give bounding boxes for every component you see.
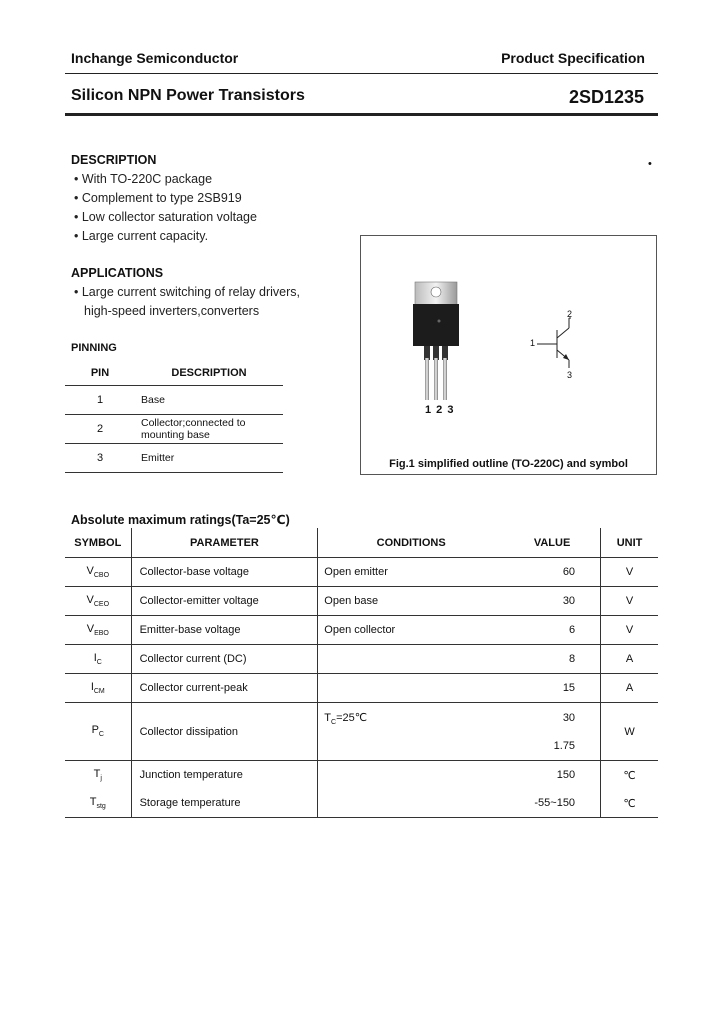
npn-symbol-icon <box>537 318 571 368</box>
value-cell: 6 <box>504 616 601 645</box>
unit-header: UNIT <box>601 528 658 558</box>
figure-caption: Fig.1 simplified outline (TO-220C) and symbol <box>389 458 628 470</box>
symbol-cell: $T_{stg}$ <box>65 789 131 818</box>
value-cell: 60 <box>504 558 601 587</box>
parameter-cell: Collector current (DC) <box>131 645 318 674</box>
value-cell: 8 <box>504 645 601 674</box>
value-secondary: 1.75 <box>553 739 576 752</box>
pin-description-header: DESCRIPTION <box>135 361 283 386</box>
company-name: Inchange Semiconductor <box>71 50 239 66</box>
pin-number: 2 <box>65 415 135 444</box>
value-cell: 150 <box>556 769 576 781</box>
symbol-pin-3: 3 <box>567 370 573 380</box>
parameter-header: PARAMETER <box>131 528 318 558</box>
parameter-cell: Collector-base voltage <box>131 558 318 587</box>
value-cell: 30 <box>504 587 601 616</box>
pin-header: PIN <box>65 361 135 386</box>
description-title: DESCRIPTION <box>71 153 157 167</box>
unit-cell: V <box>601 587 658 616</box>
unit-cell: V <box>601 558 658 587</box>
applications-title: APPLICATIONS <box>71 266 164 280</box>
symbol-cell: $V_{CEO}$ <box>65 587 131 616</box>
conditions-cell <box>318 674 504 703</box>
description-item: • Low collector saturation voltage <box>74 210 257 224</box>
parameter-cell: Storage temperature <box>131 789 318 818</box>
table-row <box>65 645 658 674</box>
symbol-cell: $V_{CBO}$ <box>65 558 131 587</box>
table-row <box>65 703 658 761</box>
symbol-cell: $V_{EBO}$ <box>65 616 131 645</box>
pin-number: 3 <box>65 444 135 473</box>
symbol-pin-2: 2 <box>567 309 573 319</box>
table-row <box>65 558 658 587</box>
pinning-header-row <box>65 361 283 386</box>
conditions-cell <box>318 645 504 674</box>
parameter-cell: Collector current-peak <box>131 674 318 703</box>
ratings-title: Absolute maximum ratings(Ta=25℃) <box>71 513 290 527</box>
package-drawing <box>361 236 656 474</box>
pinning-title: PINNING <box>71 342 117 354</box>
pin-description: Emitter <box>135 444 283 473</box>
bullet-dot: • <box>648 158 652 170</box>
table-row <box>65 415 283 444</box>
page-title: Silicon NPN Power Transistors <box>71 87 305 104</box>
table-row <box>65 386 283 415</box>
symbol-cell: $I_C$ <box>65 645 131 674</box>
table-row <box>65 444 283 473</box>
ratings-header-row <box>65 528 658 558</box>
table-row <box>65 789 658 818</box>
parameter-cell: Collector-emitter voltage <box>131 587 318 616</box>
unit-cell: ℃ <box>601 789 658 818</box>
symbol-cell: $I_{CM}$ <box>65 674 131 703</box>
value-cell: -55~150 <box>504 789 601 818</box>
conditions-cell: Open base <box>318 587 504 616</box>
pin-description: Collector;connected to mounting base <box>135 415 283 444</box>
pinning-table <box>65 361 283 473</box>
value-cell: 15 <box>504 674 601 703</box>
spec-label: Product Specification <box>501 50 645 66</box>
description-item: • Large current capacity. <box>74 229 209 243</box>
table-row <box>65 761 658 790</box>
description-item: • With TO-220C package <box>74 172 213 186</box>
unit-cell: A <box>601 645 658 674</box>
header-divider <box>65 73 658 74</box>
value-primary: 30 <box>562 711 576 724</box>
part-number: 2SD1235 <box>568 87 644 107</box>
parameter-cell: Junction temperature <box>131 761 318 790</box>
applications-item: high-speed inverters,converters <box>84 304 260 318</box>
conditions-cell: Open emitter <box>318 558 504 587</box>
table-row <box>65 674 658 703</box>
pin-description: Base <box>135 386 283 415</box>
conditions-cell: $T_C=25℃$ <box>318 703 504 761</box>
parameter-cell: Collector dissipation <box>131 703 318 761</box>
applications-item: • Large current switching of relay drivers, <box>74 285 301 299</box>
symbol-cell: $T_j$ <box>93 767 102 783</box>
unit-cell: V <box>601 616 658 645</box>
unit-cell: W <box>601 703 658 761</box>
table-row <box>65 587 658 616</box>
symbol-cell: $P_C$ <box>65 703 131 761</box>
unit-cell: ℃ <box>601 761 658 790</box>
package-pin-labels: 1 2 3 <box>425 404 455 416</box>
table-row <box>65 616 658 645</box>
to220-package-icon <box>413 282 459 400</box>
unit-cell: A <box>601 674 658 703</box>
conditions-header: CONDITIONS <box>318 528 504 558</box>
value-header: VALUE <box>504 528 601 558</box>
conditions-cell <box>318 761 504 790</box>
conditions-cell: Open collector <box>318 616 504 645</box>
symbol-pin-1: 1 <box>530 338 536 348</box>
conditions-cell <box>318 789 504 818</box>
package-figure <box>360 235 657 475</box>
value-cell <box>504 703 601 761</box>
description-item: • Complement to type 2SB919 <box>74 191 242 205</box>
ratings-table <box>65 528 658 818</box>
title-divider <box>65 113 658 116</box>
pin-number: 1 <box>65 386 135 415</box>
parameter-cell: Emitter-base voltage <box>131 616 318 645</box>
symbol-header: SYMBOL <box>65 528 131 558</box>
